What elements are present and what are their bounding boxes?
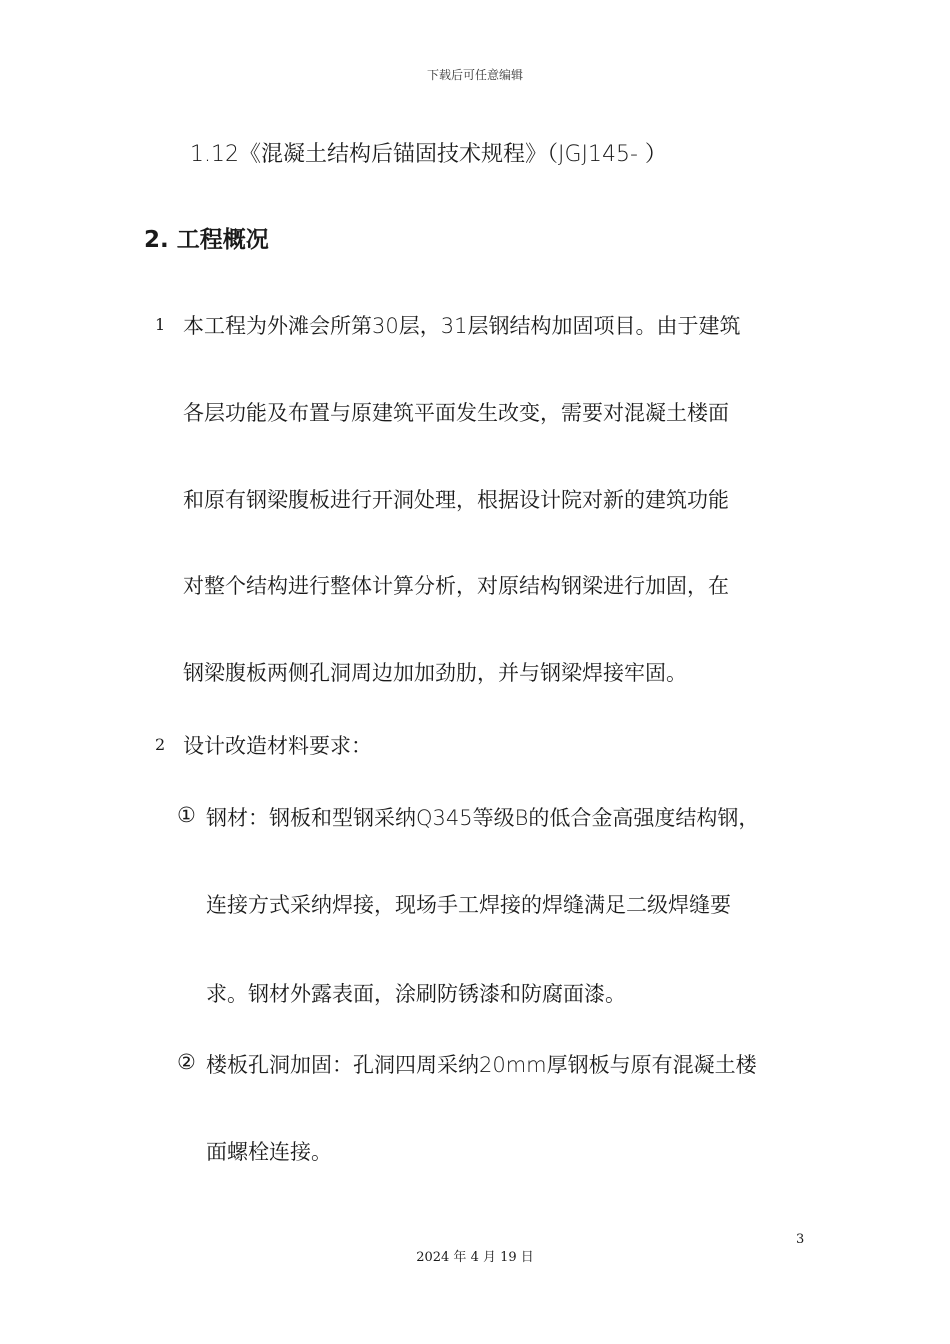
subitem-1-line-3: 求。钢材外露表面，涂刷防锈漆和防腐面漆。 bbox=[206, 982, 626, 1006]
item-number: 2 bbox=[155, 735, 166, 754]
page-header: 下载后可任意编辑 bbox=[426, 68, 523, 82]
item-1-line-5: 钢梁腹板两侧孔洞周边加加劲肋，并与钢梁焊接牢固。 bbox=[183, 661, 687, 685]
item-1-line-3: 和原有钢梁腹板进行开洞处理，根据设计院对新的建筑功能 bbox=[183, 488, 729, 512]
item-1-line-1: 本工程为外滩会所第30层，31层钢结构加固项目。由于建筑 bbox=[183, 314, 741, 338]
subitem-1-line-2: 连接方式采纳焊接，现场手工焊接的焊缝满足二级焊缝要 bbox=[206, 893, 731, 917]
subitem-2-line-1: 楼板孔洞加固：孔洞四周采纳20mm厚钢板与原有混凝土楼 bbox=[206, 1053, 757, 1077]
subitem-marker: ② bbox=[177, 1050, 196, 1074]
item-number: 1 bbox=[155, 315, 166, 334]
page-number: 3 bbox=[796, 1232, 805, 1247]
subitem-marker: ① bbox=[177, 803, 196, 827]
reference-line: 1.12《混凝土结构后锚固技术规程》（JGJ145- ） bbox=[190, 142, 667, 167]
subitem-2-line-2: 面螺栓连接。 bbox=[206, 1140, 332, 1164]
item-1-line-4: 对整个结构进行整体计算分析，对原结构钢梁进行加固，在 bbox=[183, 574, 729, 598]
subitem-1-line-1: 钢材：钢板和型钢采纳Q345等级B的低合金高强度结构钢， bbox=[206, 806, 760, 830]
section-heading: 2. 工程概况 bbox=[144, 227, 269, 253]
footer-date: 2024 年 4 月 19 日 bbox=[416, 1250, 534, 1265]
item-1-line-2: 各层功能及布置与原建筑平面发生改变，需要对混凝土楼面 bbox=[183, 401, 729, 425]
item-2-line-1: 设计改造材料要求： bbox=[183, 734, 372, 758]
